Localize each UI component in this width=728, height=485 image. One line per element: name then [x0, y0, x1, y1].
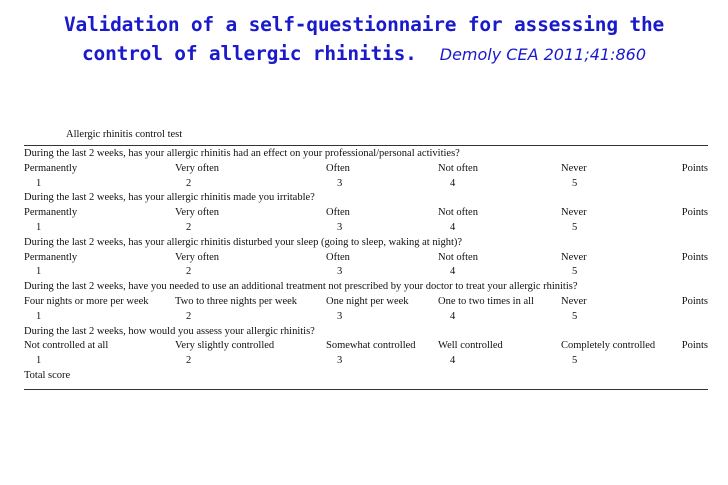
option-label: Never: [561, 251, 587, 263]
title-line-1: Validation of a self-questionnaire for assessing the: [63, 13, 665, 36]
option-label: Never: [561, 162, 587, 174]
option-label: Never: [561, 207, 587, 219]
options-row: [24, 162, 708, 177]
option-label: Very often: [175, 162, 220, 174]
score-value: 2: [186, 177, 192, 189]
score-value: 3: [337, 310, 343, 322]
option-label: Not controlled at all: [24, 340, 109, 352]
option-label: Not often: [438, 207, 478, 219]
question-text: During the last 2 weeks, how would you assess your allergic rhinitis?: [24, 325, 315, 337]
option-label: Somewhat controlled: [326, 340, 416, 352]
points-label: Points: [681, 251, 708, 263]
scores-row: [24, 310, 708, 325]
score-value: 5: [572, 355, 578, 367]
option-label: Permanently: [24, 251, 78, 263]
option-label: Very often: [175, 251, 220, 263]
scores-row: [24, 265, 708, 280]
question-text: During the last 2 weeks, has your allergic rhinitis disturbed your sleep (going to sleep, waking at night)?: [24, 236, 463, 248]
score-value: 2: [186, 355, 192, 367]
option-label: Well controlled: [438, 340, 503, 352]
question-text: During the last 2 weeks, has your allergic rhinitis made you irritable?: [24, 192, 315, 204]
option-label: Never: [561, 295, 587, 307]
score-value: 2: [186, 221, 192, 233]
question-text: During the last 2 weeks, has your allergic rhinitis had an effect on your professional/personal activities?: [24, 148, 460, 159]
option-label: Very slightly controlled: [175, 340, 275, 352]
options-row: [24, 251, 708, 266]
score-value: 5: [572, 177, 578, 189]
total-score-label: Total score: [24, 369, 71, 381]
question-row: [24, 280, 708, 295]
score-value: 3: [337, 266, 343, 278]
score-value: 4: [450, 355, 456, 367]
option-label: One night per week: [326, 295, 409, 307]
question-row: [24, 325, 708, 340]
score-value: 3: [337, 355, 343, 367]
options-row: [24, 206, 708, 221]
score-value: 4: [450, 310, 456, 322]
score-value: 3: [337, 221, 343, 233]
scores-row: [24, 354, 708, 369]
title-line-2: [0, 39, 728, 69]
score-value: 2: [186, 266, 192, 278]
option-label: Permanently: [24, 162, 78, 174]
option-label: One to two times in all: [438, 295, 534, 307]
score-value: 1: [36, 310, 42, 322]
total-row: [24, 369, 708, 384]
option-label: Permanently: [24, 207, 78, 219]
option-label: Often: [326, 162, 350, 174]
points-label: Points: [681, 295, 708, 307]
questionnaire-table: [24, 147, 708, 384]
score-value: 4: [450, 177, 456, 189]
question-row: [24, 191, 708, 206]
score-value: 5: [572, 266, 578, 278]
option-label: Often: [326, 251, 350, 263]
option-label: Four nights or more per week: [24, 295, 149, 307]
score-value: 1: [36, 177, 42, 189]
score-value: 3: [337, 177, 343, 189]
options-row: [24, 339, 708, 354]
title-line-2-text: control of allergic rhinitis.: [81, 42, 417, 65]
question-row: [24, 236, 708, 251]
scores-row: [24, 221, 708, 236]
scores-row: [24, 177, 708, 192]
points-label: Points: [681, 162, 708, 174]
score-value: 1: [36, 355, 42, 367]
option-label: Not often: [438, 251, 478, 263]
table-top-rule: [24, 145, 708, 146]
option-label: Not often: [438, 162, 478, 174]
score-value: 5: [572, 221, 578, 233]
question-row: [24, 147, 708, 162]
option-label: Completely controlled: [561, 340, 656, 352]
table-bottom-rule: [24, 389, 708, 390]
score-value: 2: [186, 310, 192, 322]
option-label: Two to three nights per week: [175, 295, 298, 307]
score-value: 4: [450, 221, 456, 233]
points-label: Points: [681, 207, 708, 219]
score-value: 1: [36, 221, 42, 233]
score-value: 5: [572, 310, 578, 322]
question-text: During the last 2 weeks, have you needed to use an additional treatment not prescribed by your doctor to treat your allergic rhinitis?: [24, 281, 578, 293]
score-value: 1: [36, 266, 42, 278]
citation: Demoly CEA 2011;41:860: [439, 45, 646, 64]
slide-title: [0, 10, 728, 69]
options-row: [24, 295, 708, 310]
score-value: 4: [450, 266, 456, 278]
table-caption: Allergic rhinitis control test: [66, 129, 183, 140]
points-label: Points: [681, 340, 708, 352]
option-label: Very often: [175, 207, 220, 219]
option-label: Often: [326, 207, 350, 219]
